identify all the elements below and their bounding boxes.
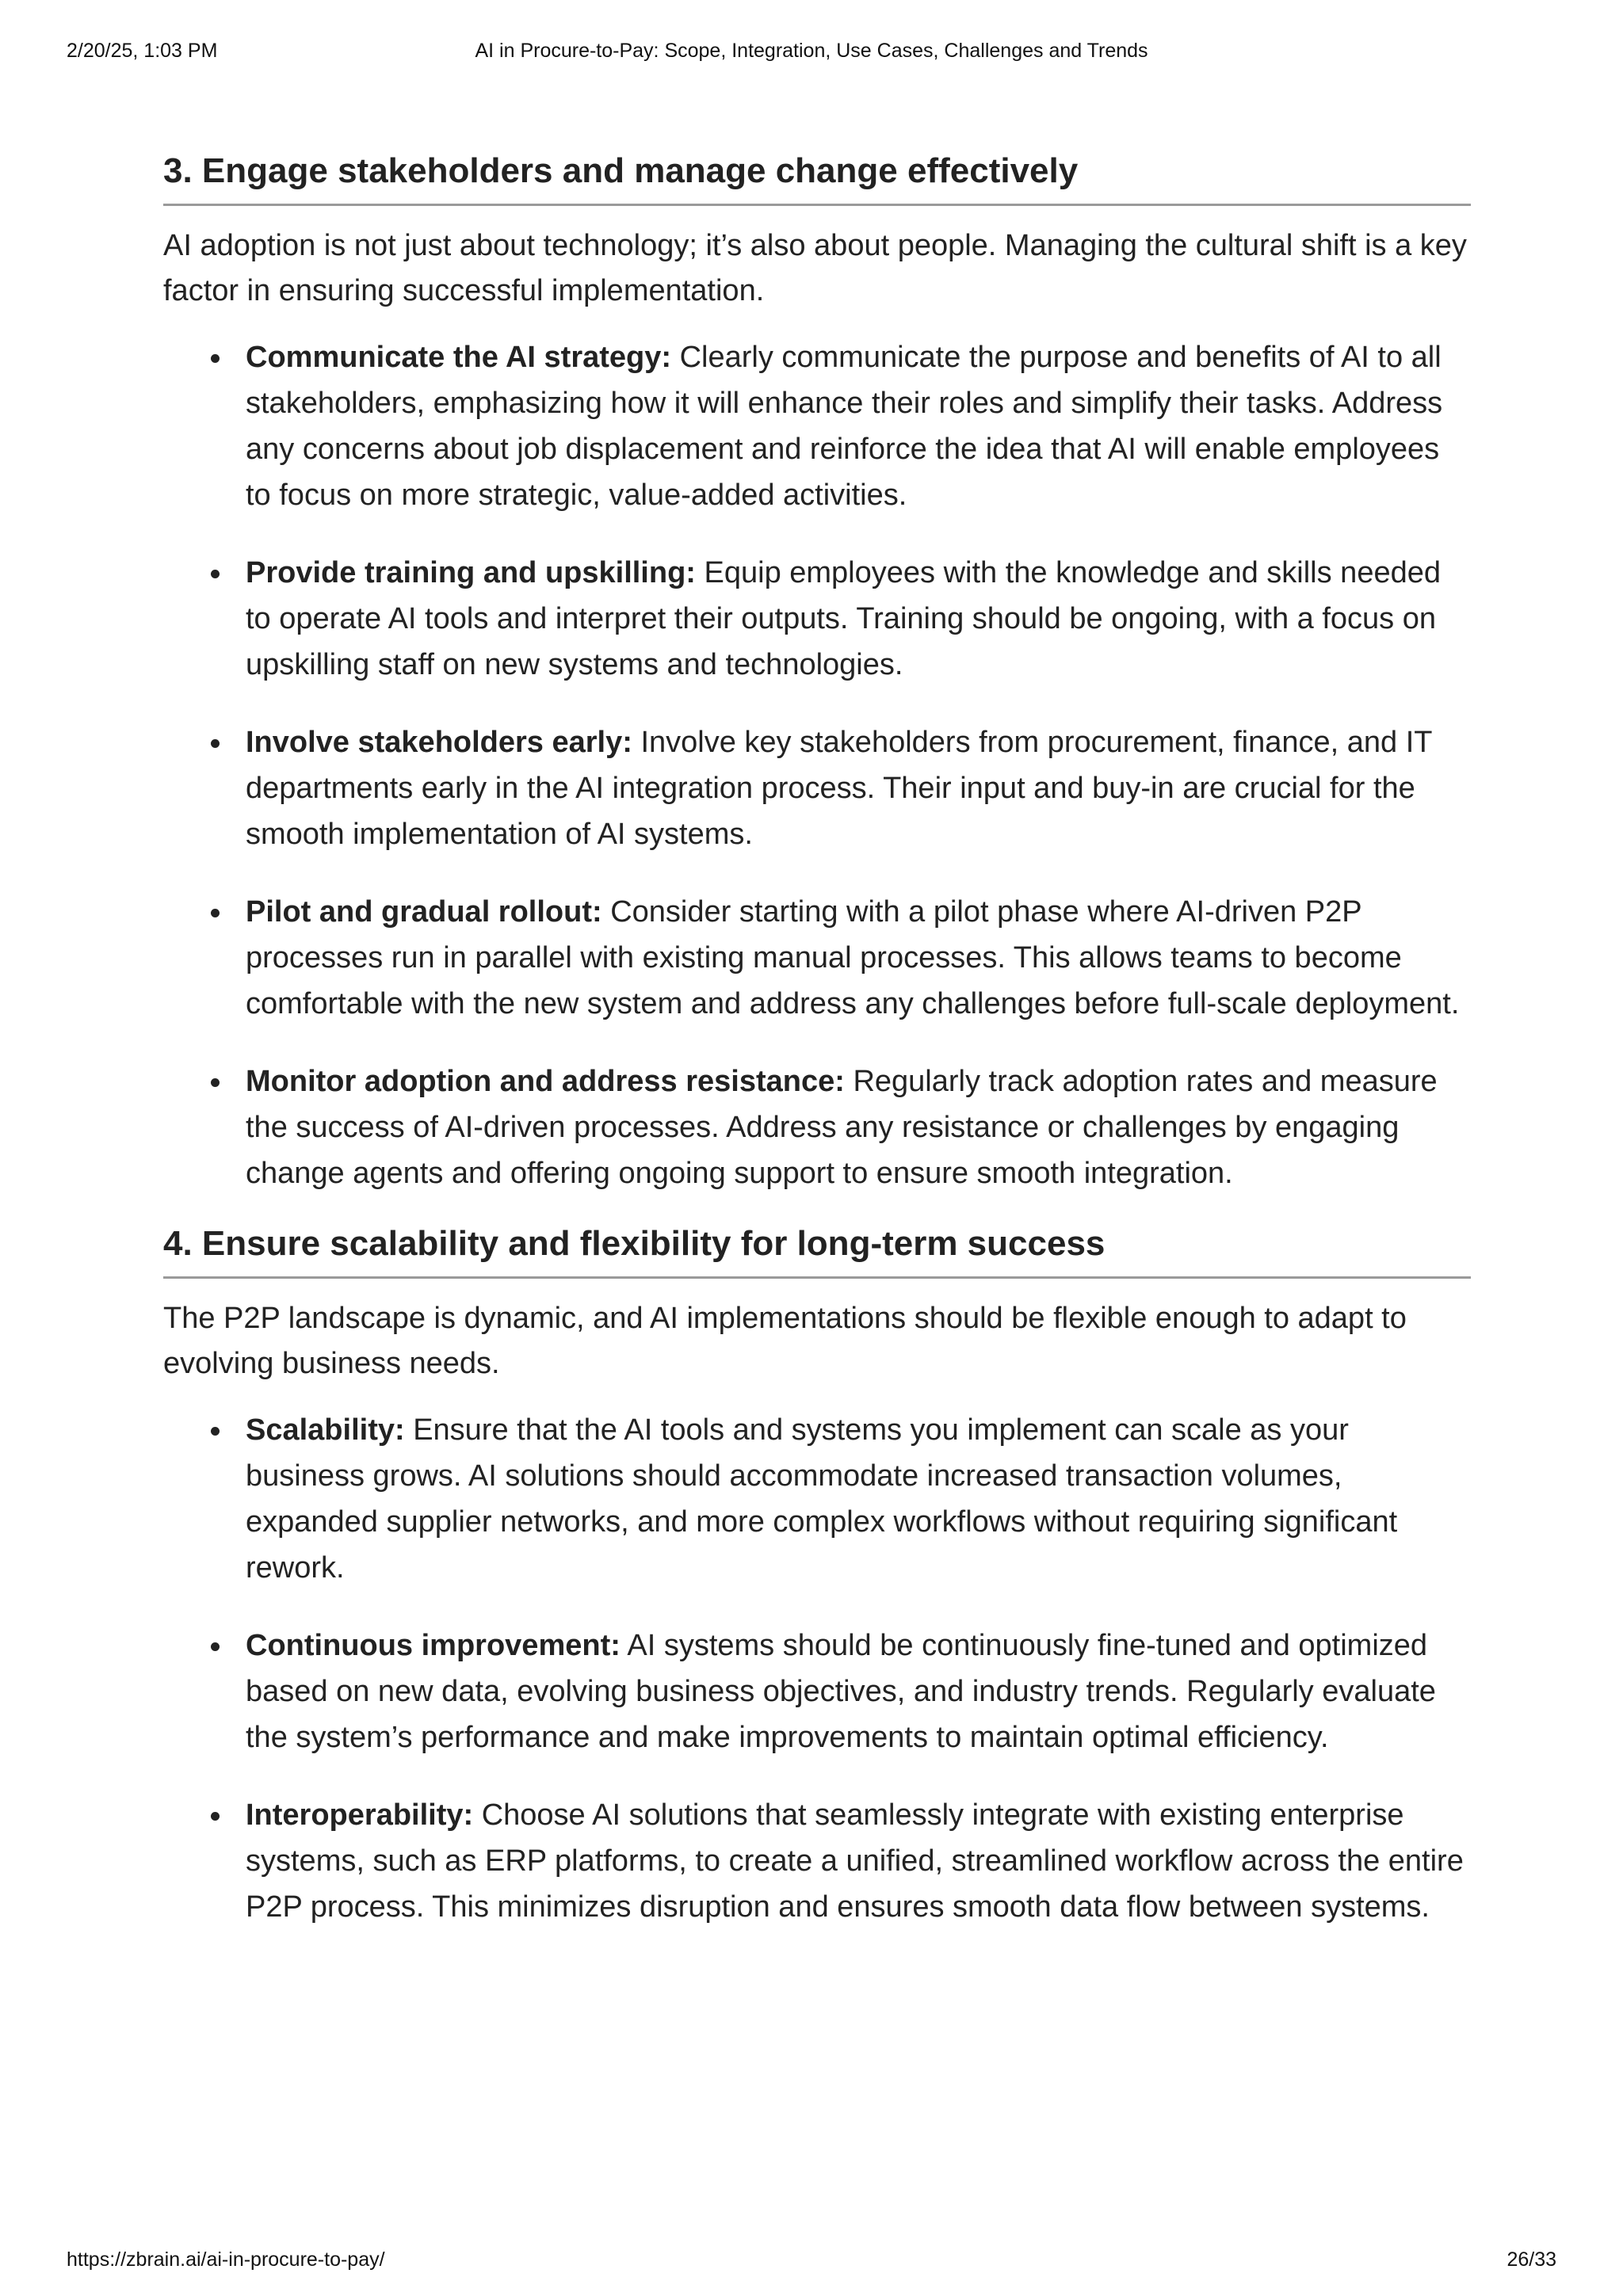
section-heading: 3. Engage stakeholders and manage change effectively — [163, 151, 1471, 206]
bullet-icon — [211, 909, 220, 917]
item-term: Continuous improvement: — [246, 1628, 621, 1662]
list-item — [246, 1058, 1471, 1196]
item-term: Provide training and upskilling: — [246, 555, 696, 589]
list-item — [246, 889, 1471, 1027]
item-text: Consider starting with a pilot phase where AI-driven P2P processes run in parallel with existing manual processes. This allows teams to become comfortable with the new system and address any challenges before full-scale deployment. — [246, 894, 1460, 1020]
bullet-icon — [211, 739, 220, 748]
list-item — [246, 1792, 1471, 1930]
section-heading: 4. Ensure scalability and flexibility for long-term success — [163, 1223, 1471, 1279]
list-item — [246, 334, 1471, 518]
item-term: Monitor adoption and address resistance: — [246, 1064, 845, 1098]
article-content — [163, 151, 1471, 1954]
bullet-icon — [211, 1642, 220, 1651]
item-term: Scalability: — [246, 1413, 405, 1447]
list-item — [246, 1623, 1471, 1760]
print-date: 2/20/25, 1:03 PM — [67, 40, 218, 62]
item-text: Equip employees with the knowledge and skills needed to operate AI tools and interpret their outputs. Training should be ongoing, with a focus on upskilling staff on new systems and technologies. — [246, 555, 1441, 681]
bullet-list — [163, 1407, 1471, 1930]
bullet-icon — [211, 1427, 220, 1436]
item-term: Pilot and gradual rollout: — [246, 894, 602, 929]
item-term: Communicate the AI strategy: — [246, 340, 672, 374]
section-scalability — [163, 1223, 1471, 1930]
bullet-icon — [211, 1812, 220, 1821]
item-text: Choose AI solutions that seamlessly integrate with existing enterprise systems, such as ERP platforms, to create a unified, streamlined workflow across the entire P2P process. This minimizes disruption and ensures smooth data flow between systems. — [246, 1798, 1464, 1924]
item-term: Interoperability: — [246, 1798, 474, 1832]
bullet-list — [163, 334, 1471, 1196]
list-item — [246, 1407, 1471, 1591]
section-engage-stakeholders — [163, 151, 1471, 1196]
page-url: https://zbrain.ai/ai-in-procure-to-pay/ — [67, 2248, 385, 2271]
document-title: AI in Procure-to-Pay: Scope, Integration, Use Cases, Challenges and Trends — [475, 40, 1148, 62]
list-item — [246, 719, 1471, 857]
list-item — [246, 550, 1471, 688]
item-text: Clearly communicate the purpose and benefits of AI to all stakeholders, emphasizing how it will enhance their roles and simplify their tasks. Address any concerns about job displacement and reinforce the idea that AI will enable employees to focus on more strategic, value-added activities. — [246, 340, 1443, 512]
section-intro: AI adoption is not just about technology; it’s also about people. Managing the cultural shift is a key factor in ensuring successful implementation. — [163, 228, 1467, 307]
item-text: Ensure that the AI tools and systems you implement can scale as your business grows. AI solutions should accommodate increased transaction volumes, expanded supplier networks, and more complex workflows without requiring significant rework. — [246, 1413, 1398, 1585]
bullet-icon — [211, 570, 220, 578]
item-text: Regularly track adoption rates and measure the success of AI-driven processes. Address any resistance or challenges by engaging change agents and offering ongoing support to ensure smooth integration. — [246, 1064, 1438, 1190]
section-intro: The P2P landscape is dynamic, and AI implementations should be flexible enough to adapt to evolving business needs. — [163, 1301, 1407, 1380]
item-term: Involve stakeholders early: — [246, 725, 632, 759]
print-footer — [67, 2248, 1556, 2277]
page-number: 26/33 — [1507, 2248, 1556, 2271]
item-text: Involve key stakeholders from procurement, finance, and IT departments early in the AI integration process. Their input and buy-in are crucial for the smooth implementation of AI systems. — [246, 725, 1432, 851]
print-header — [67, 40, 1556, 68]
bullet-icon — [211, 354, 220, 363]
bullet-icon — [211, 1078, 220, 1087]
item-text: AI systems should be continuously fine-tuned and optimized based on new data, evolving business objectives, and industry trends. Regularly evaluate the system’s performance and make improvements to maintain optimal efficiency. — [246, 1628, 1436, 1754]
